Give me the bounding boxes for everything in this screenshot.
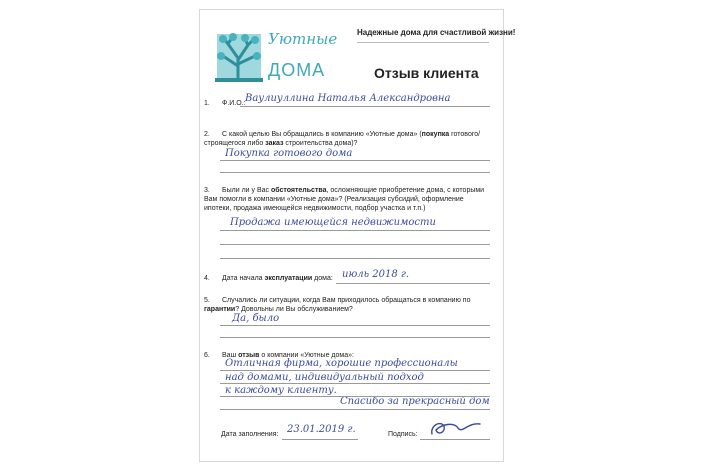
- answer-6-line-4[interactable]: Спасибо за прекрасный дом: [340, 396, 490, 407]
- answer-6-line-2[interactable]: над домами, индивидуальный подход: [225, 372, 424, 383]
- answer-line: [220, 409, 490, 410]
- question-text: Дата начала: [222, 275, 265, 282]
- answer-line: [220, 337, 490, 338]
- question-text: ? Довольны ли Вы обслуживанием?: [235, 306, 353, 313]
- question-text: Ваш: [222, 352, 239, 359]
- question-text: Случались ли ситуации, когда Вам приходилось обращаться в компанию по: [222, 297, 471, 304]
- question-2: [204, 130, 489, 148]
- answer-line: [220, 325, 490, 326]
- question-text: С какой целью Вы обращались в компанию «Уютные дома» (: [222, 131, 422, 138]
- answer-line: [220, 383, 490, 384]
- question-text: , осложняющие приобретение дома, с которыми Вам помогли в компании «Уютные дома»? (Реализация субсидий, оформление ипотеки, продажа имеющейся недвижимости, подбор участка и т.п.): [204, 187, 485, 212]
- answer-5[interactable]: Да, было: [232, 313, 280, 324]
- question-number: 5.: [204, 297, 210, 304]
- question-number: 4.: [204, 275, 210, 282]
- date-line: [282, 439, 358, 440]
- question-text: Были ли у Вас: [222, 187, 271, 194]
- answer-line: [220, 160, 490, 161]
- page-title: Отзыв клиента: [374, 65, 479, 81]
- signature-icon: [428, 418, 488, 440]
- signature-label: Подпись:: [388, 431, 418, 438]
- answer-line: [220, 244, 490, 245]
- question-3: [204, 186, 489, 213]
- logo-word-doma: ДОМА: [268, 60, 326, 80]
- question-text: о компании «Уютные дома»:: [259, 352, 354, 359]
- question-bold: заказ: [265, 140, 284, 147]
- question-5: [204, 296, 489, 314]
- question-bold: обстоятельства: [270, 187, 327, 194]
- slogan-divider: [357, 42, 489, 43]
- question-number: 3.: [204, 187, 210, 194]
- answer-line: [220, 258, 490, 259]
- question-bold: покупка: [421, 131, 450, 138]
- question-bold: отзыв: [238, 352, 260, 359]
- question-text: строительства дома)?: [283, 140, 358, 147]
- answer-line: [220, 370, 490, 371]
- answer-line: [336, 283, 490, 284]
- question-text: дома:: [312, 275, 333, 282]
- question-number: 6.: [204, 352, 210, 359]
- answer-line: [220, 230, 490, 231]
- question-text: готового/строящегося либо: [204, 131, 481, 147]
- question-bold: эксплуатации: [264, 275, 313, 282]
- answer-6-line-3[interactable]: к каждому клиенту.: [225, 385, 337, 396]
- answer-2[interactable]: Покупка готового дома: [225, 148, 353, 159]
- question-number: 1.: [204, 100, 210, 107]
- answer-line: [220, 172, 490, 173]
- answer-line: [240, 106, 490, 107]
- slogan: Надежные дома для счастливой жизни!: [357, 28, 516, 37]
- date-label: Дата заполнения:: [221, 431, 279, 438]
- answer-4[interactable]: июль 2018 г.: [342, 269, 410, 280]
- answer-line: [220, 396, 490, 397]
- question-bold: гарантии: [204, 306, 236, 313]
- question-number: 2.: [204, 131, 210, 138]
- answer-6-line-1[interactable]: Отличная фирма, хорошие профессионалы: [225, 358, 458, 369]
- fill-date[interactable]: 23.01.2019 г.: [287, 424, 356, 435]
- logo-word-uyutnye: Уютные: [268, 30, 338, 48]
- answer-3[interactable]: Продажа имеющейся недвижимости: [230, 217, 436, 228]
- question-text: Ф.И.О.:: [222, 100, 246, 107]
- answer-1[interactable]: Ваулиуллина Наталья Александровна: [245, 93, 451, 104]
